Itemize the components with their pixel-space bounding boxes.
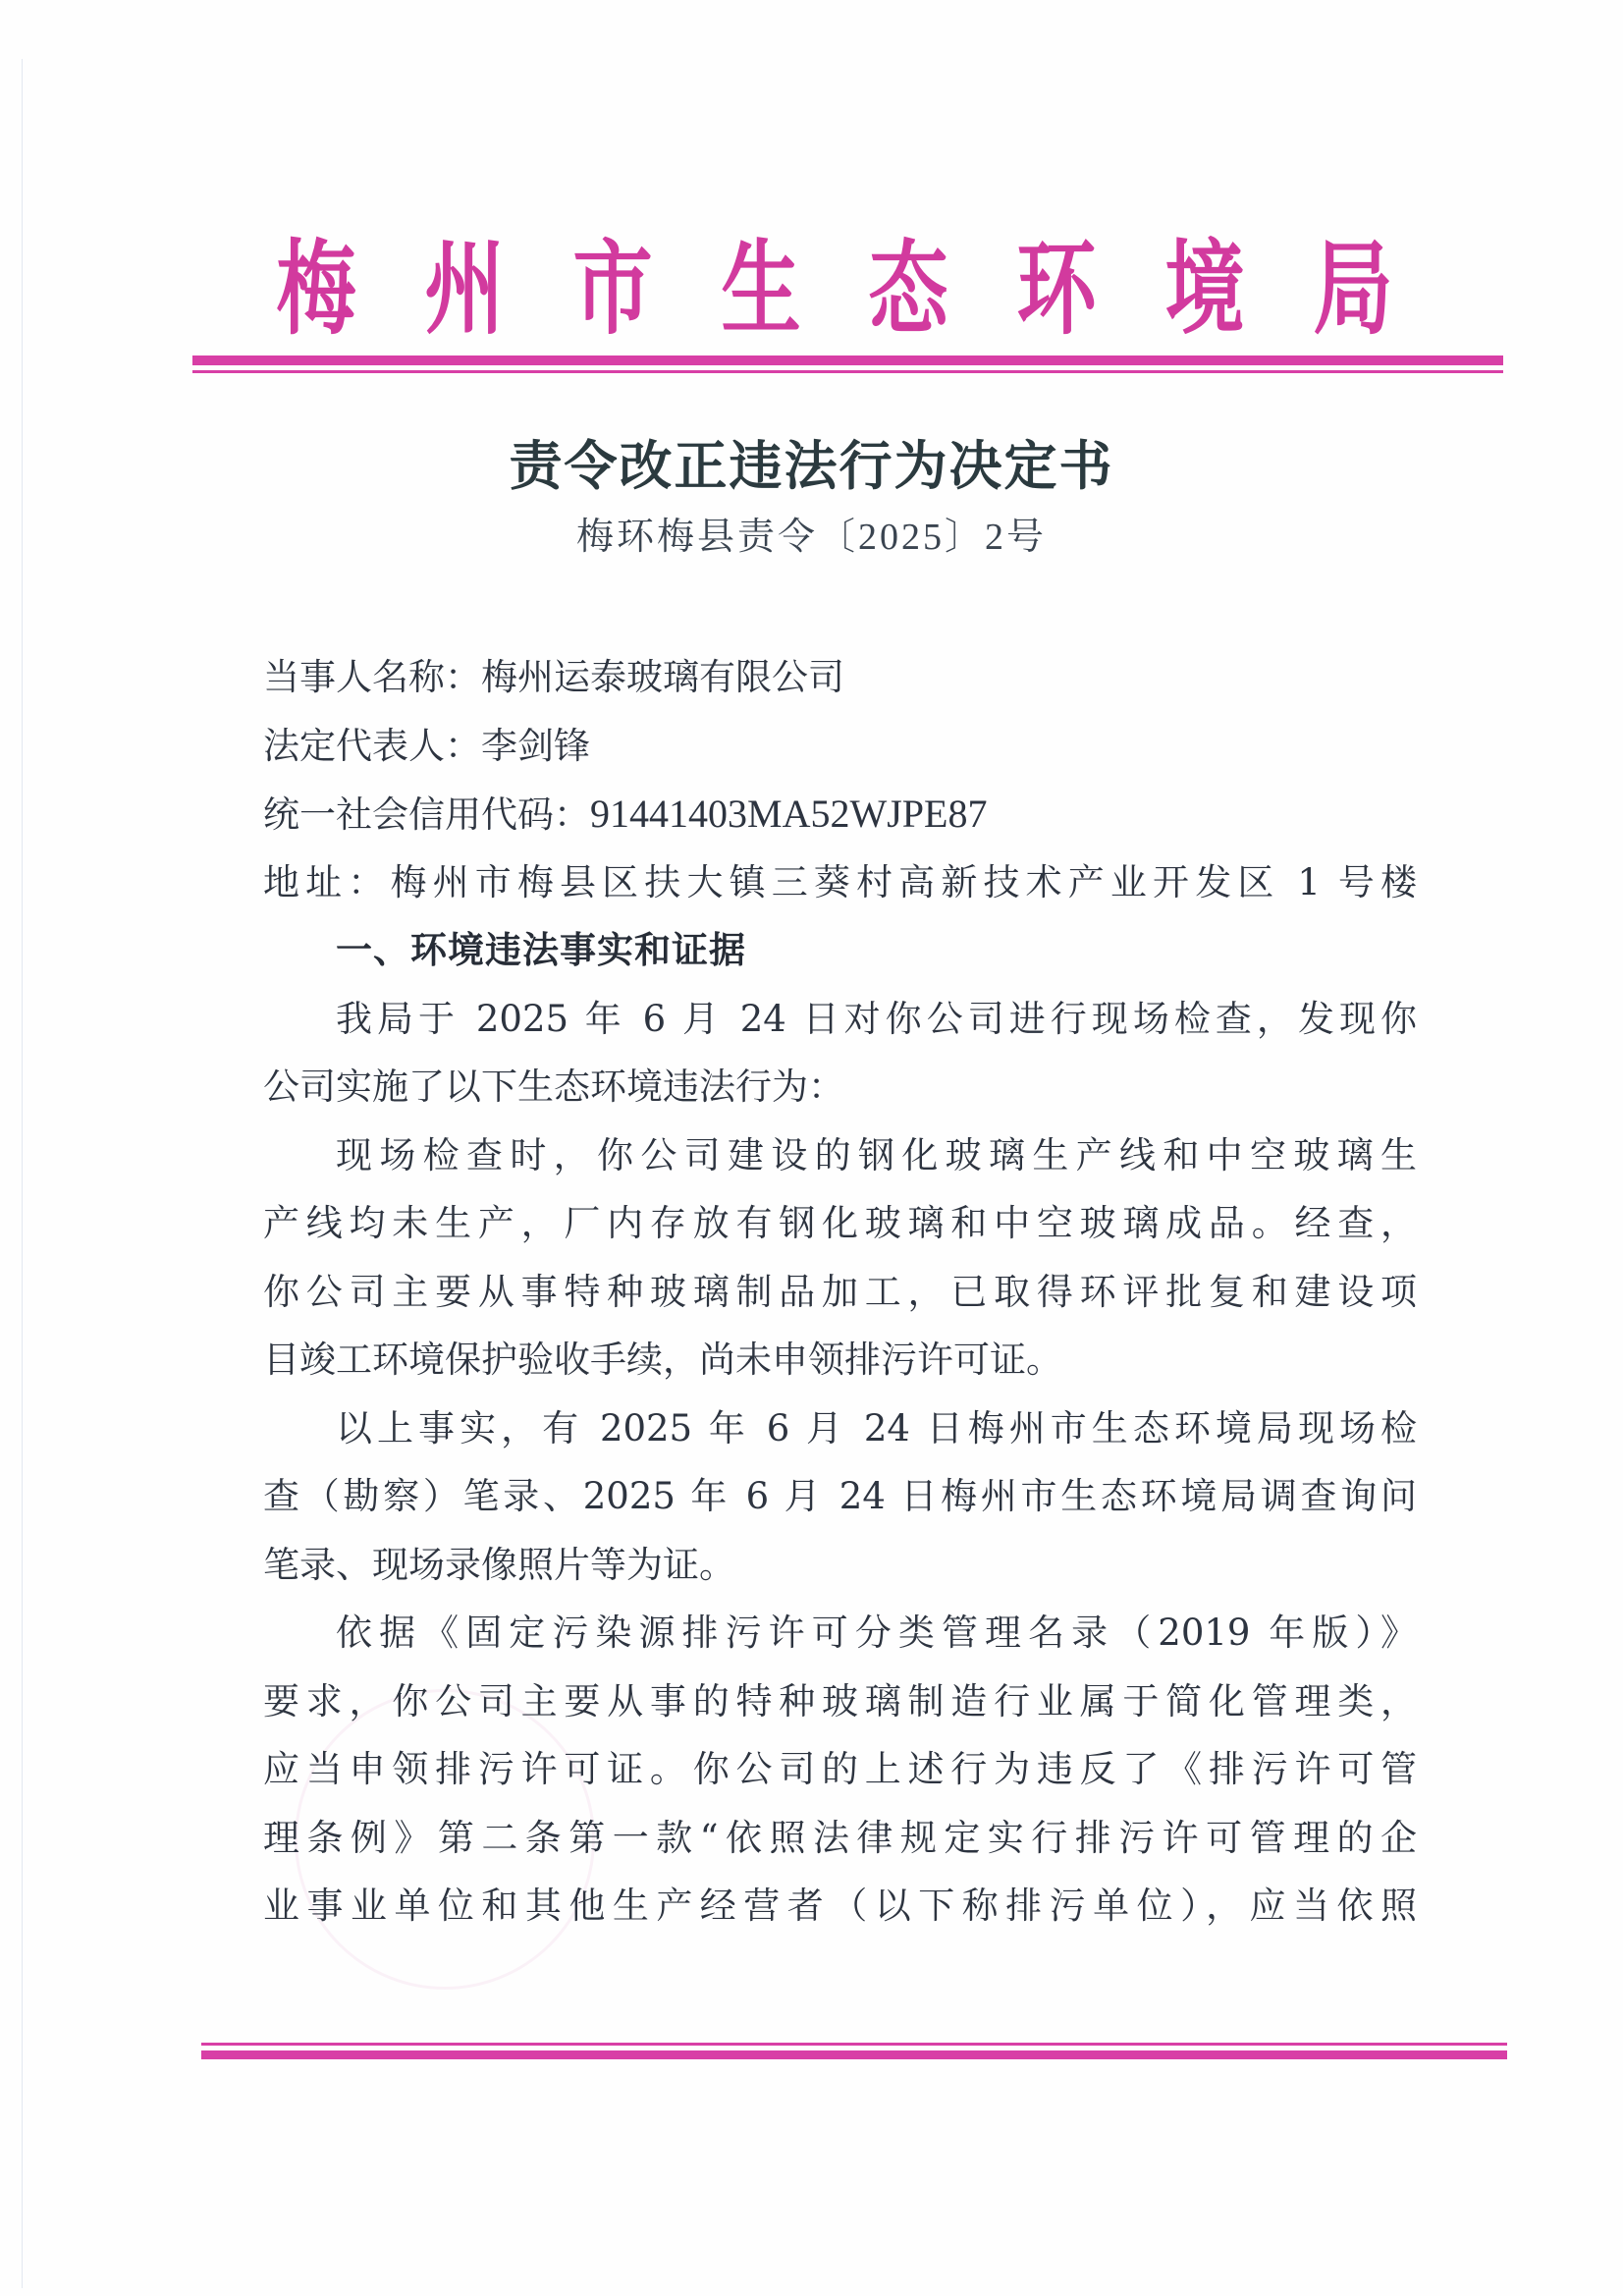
paragraph-line: 目竣工环境保护验收手续，尚未申领排污许可证。 <box>263 1339 1062 1381</box>
paragraph-line: 依据《固定污染源排污许可分类管理名录（2019 年版）》 <box>336 1612 1417 1654</box>
paragraph-line: 现场检查时，你公司建设的钢化玻璃生产线和中空玻璃生 <box>336 1133 1417 1176</box>
letterhead-char: 局 <box>1313 228 1393 349</box>
letterhead-char: 市 <box>572 228 653 349</box>
document-title: 责令改正违法行为决定书 <box>509 434 1114 497</box>
legal-rep-row <box>263 712 1417 781</box>
legal-rep-label: 法定代表人： <box>263 724 481 767</box>
party-name-row <box>263 643 1417 712</box>
paragraph-line: 公司实施了以下生态环境违法行为： <box>263 1066 844 1108</box>
letterhead-char: 生 <box>720 228 801 349</box>
party-name-value: 梅州运泰玻璃有限公司 <box>481 656 844 698</box>
letterhead-char: 环 <box>1016 228 1097 349</box>
credit-code-label: 统一社会信用代码： <box>263 793 590 836</box>
paragraph-line: 笔录、现场录像照片等为证。 <box>263 1543 735 1586</box>
letterhead-char: 梅 <box>276 228 356 349</box>
party-name-label: 当事人名称： <box>263 656 481 698</box>
paragraph-line: 要求，你公司主要从事的特种玻璃制造行业属于简化管理类， <box>263 1679 1417 1722</box>
document-number: 梅环梅县责令〔2025〕2号 <box>575 517 1047 558</box>
address-label: 地址： <box>263 860 391 903</box>
letterhead-char: 州 <box>424 228 505 349</box>
footer-rule-thin <box>201 2043 1507 2046</box>
letterhead-char: 态 <box>868 228 948 349</box>
paragraph-line: 理条例》第二条第一款“依照法律规定实行排污许可管理的企 <box>263 1816 1417 1859</box>
address-row <box>263 848 1417 917</box>
paragraph-line: 应当申领排污许可证。你公司的上述行为违反了《排污许可管 <box>263 1748 1417 1790</box>
legal-rep-value: 李剑锋 <box>481 724 590 767</box>
credit-code-row <box>263 780 1417 848</box>
paragraph-line: 业事业单位和其他生产经营者（以下称排污单位），应当依照 <box>263 1885 1417 1927</box>
paragraph-line: 我局于 2025 年 6 月 24 日对你公司进行现场检查，发现你 <box>336 997 1417 1040</box>
letterhead-char: 境 <box>1164 228 1245 349</box>
header-rule-thick <box>192 355 1503 365</box>
letterhead-org-name <box>265 221 1404 349</box>
paragraph-line: 产线均未生产，厂内存放有钢化玻璃和中空玻璃成品。经查， <box>263 1202 1417 1244</box>
paragraph-line: 你公司主要从事特种玻璃制品加工，已取得环评批复和建设项 <box>263 1270 1417 1313</box>
address-value: 梅州市梅县区扶大镇三葵村高新技术产业开发区 1 号楼 <box>390 860 1417 903</box>
footer-rule-thick <box>201 2050 1507 2059</box>
paragraph-line: 查（勘察）笔录、2025 年 6 月 24 日梅州市生态环境局调查询问 <box>263 1475 1417 1517</box>
section-heading: 一、环境违法事实和证据 <box>336 929 746 971</box>
paragraph-line: 以上事实，有 2025 年 6 月 24 日梅州市生态环境局现场检 <box>336 1406 1417 1449</box>
header-rule-thin <box>192 370 1503 373</box>
scan-edge <box>22 59 23 2288</box>
credit-code-value: 91441403MA52WJPE87 <box>590 792 988 836</box>
document-body <box>263 643 1417 1941</box>
